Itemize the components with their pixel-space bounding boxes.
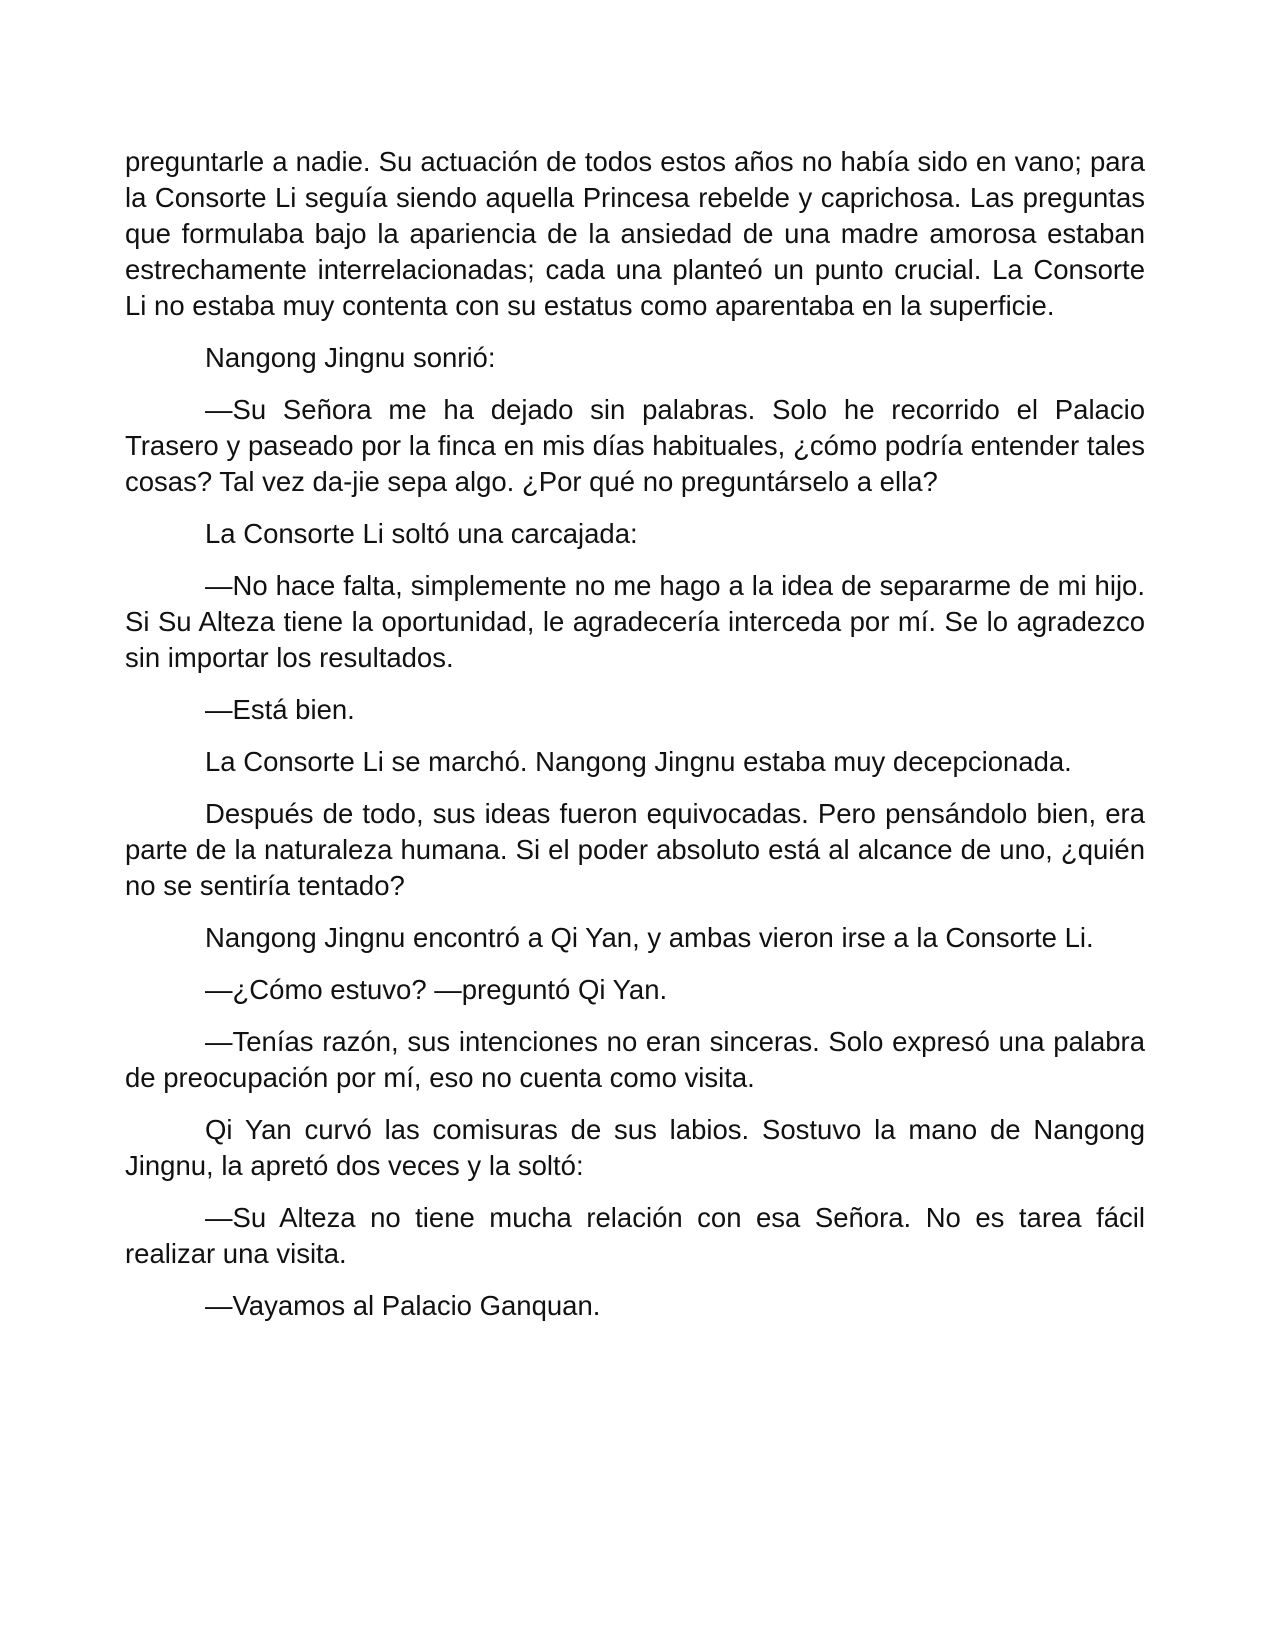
paragraph-13: —Su Alteza no tiene mucha relación con esa Señora. No es tarea fácil realizar una visita. xyxy=(125,1202,1145,1269)
paragraph-6: —Está bien. xyxy=(205,694,355,725)
paragraph-14: —Vayamos al Palacio Ganquan. xyxy=(205,1290,601,1321)
paragraph-4: La Consorte Li soltó una carcajada: xyxy=(205,518,638,549)
paragraph-11: —Tenías razón, sus intenciones no eran sinceras. Solo expresó una palabra de preocupación por mí, eso no cuenta como visita. xyxy=(125,1026,1145,1093)
document-page xyxy=(125,144,1145,1340)
paragraph-10: —¿Cómo estuvo? —preguntó Qi Yan. xyxy=(205,974,668,1005)
paragraph-9: Nangong Jingnu encontró a Qi Yan, y ambas vieron irse a la Consorte Li. xyxy=(205,922,1094,953)
paragraph-7: La Consorte Li se marchó. Nangong Jingnu estaba muy decepcionada. xyxy=(205,746,1072,777)
paragraph-3: —Su Señora me ha dejado sin palabras. Solo he recorrido el Palacio Trasero y paseado por la finca en mis días habituales, ¿cómo podría entender tales cosas? Tal vez da-jie sepa algo. ¿Por qué no preguntárselo a ella? xyxy=(125,394,1145,497)
paragraph-5: —No hace falta, simplemente no me hago a la idea de separarme de mi hijo. Si Su Alteza tiene la oportunidad, le agradecería interceda por mí. Se lo agradezco sin importar los resultados. xyxy=(125,570,1145,673)
paragraph-8: Después de todo, sus ideas fueron equivocadas. Pero pensándolo bien, era parte de la naturaleza humana. Si el poder absoluto está al alcance de uno, ¿quién no se sentiría tentado? xyxy=(125,798,1145,901)
paragraph-2: Nangong Jingnu sonrió: xyxy=(205,342,496,373)
paragraph-1: preguntarle a nadie. Su actuación de todos estos años no había sido en vano; para la Consorte Li seguía siendo aquella Princesa rebelde y caprichosa. Las preguntas que formulaba bajo la apariencia de la ansiedad de una madre amorosa estaban estrechamente interrelacionadas; cada una planteó un punto crucial. La Consorte Li no estaba muy contenta con su estatus como aparentaba en la superficie. xyxy=(125,146,1145,321)
paragraph-12: Qi Yan curvó las comisuras de sus labios. Sostuvo la mano de Nangong Jingnu, la apretó dos veces y la soltó: xyxy=(125,1114,1145,1181)
